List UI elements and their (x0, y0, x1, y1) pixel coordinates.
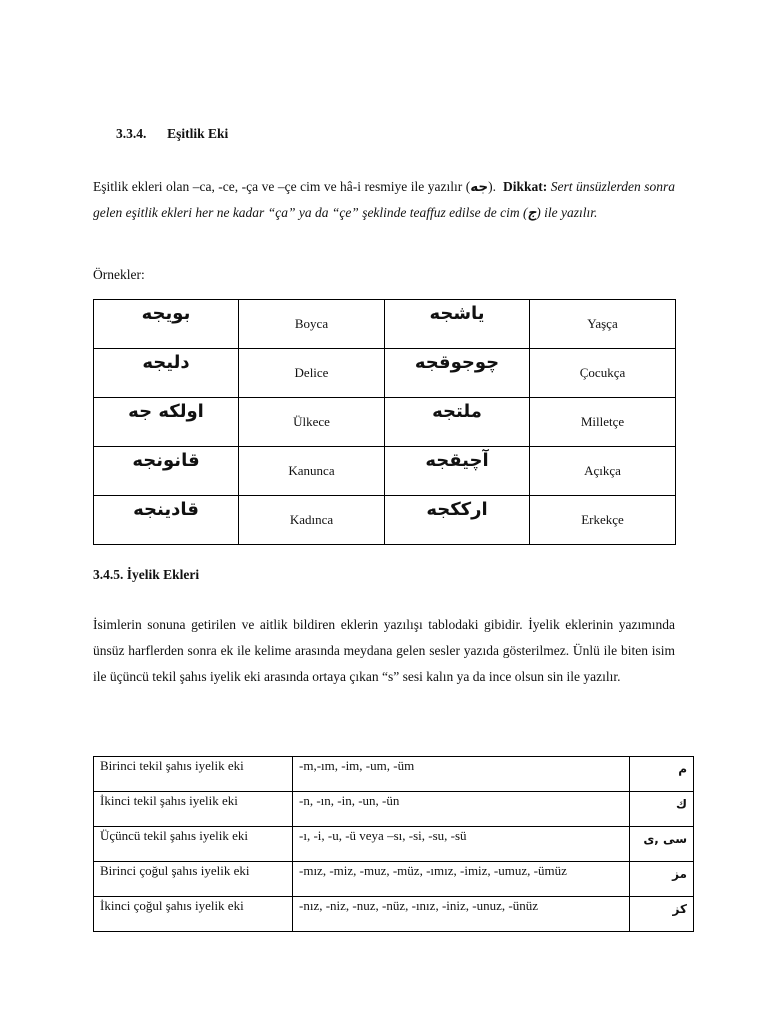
possessive-row (94, 862, 694, 897)
arabic-word-cell: قادينجه (94, 496, 239, 545)
turkish-word-cell: Delice (239, 349, 385, 398)
possessive-row (94, 897, 694, 932)
section-heading-iyelik: 3.4.5. İyelik Ekleri (93, 567, 200, 582)
arabic-word-cell: ياشجه (385, 300, 530, 349)
arabic-word-cell: بويجه (94, 300, 239, 349)
arabic-word-cell: آچيقجه (385, 447, 530, 496)
arabic-word-cell: دليجه (94, 349, 239, 398)
arabic-word-cell: اولكه جه (94, 398, 239, 447)
examples-row (94, 447, 676, 496)
possessive-row (94, 757, 694, 792)
arabic-word-cell: چوجوقجه (385, 349, 530, 398)
examples-table (93, 299, 676, 545)
note-text: ) ile yazılır. (536, 205, 598, 220)
arabic-word-cell: ارككجه (385, 496, 530, 545)
examples-row (94, 349, 676, 398)
turkish-word-cell: Boyca (239, 300, 385, 349)
possessive-label-cell: İkinci tekil şahıs iyelik eki (94, 792, 293, 827)
turkish-word-cell: Çocukça (530, 349, 676, 398)
turkish-word-cell: Yaşça (530, 300, 676, 349)
para-text: ). (488, 179, 497, 194)
possessive-label-cell: Birinci çoğul şahıs iyelik eki (94, 862, 293, 897)
suffix-cell: -mız, -miz, -muz, -müz, -ımız, -imiz, -umuz, -ümüz (293, 862, 630, 897)
arabic-suffix-cell: ك (630, 792, 694, 827)
arabic-suffix-cell: كز (630, 897, 694, 932)
possessive-label-cell: İkinci çoğul şahıs iyelik eki (94, 897, 293, 932)
arabic-suffix-cell: مز (630, 862, 694, 897)
note-label: Dikkat: (503, 179, 548, 194)
possessive-label-cell: Üçüncü tekil şahıs iyelik eki (94, 827, 293, 862)
possessive-table (93, 756, 694, 932)
examples-row (94, 496, 676, 545)
suffix-cell: -nız, -niz, -nuz, -nüz, -ınız, -iniz, -unuz, -ünüz (293, 897, 630, 932)
turkish-word-cell: Kadınca (239, 496, 385, 545)
arabic-inline: ج (527, 205, 537, 221)
arabic-suffix-cell: سى ,ى (630, 827, 694, 862)
section-title: Eşitlik Eki (167, 126, 229, 141)
turkish-word-cell: Açıkça (530, 447, 676, 496)
para-text: Eşitlik ekleri olan –ca, -ce, -ça ve –çe cim ve hâ-i resmiye ile yazılır ( (93, 179, 471, 194)
turkish-word-cell: Kanunca (239, 447, 385, 496)
examples-row (94, 398, 676, 447)
suffix-cell: -ı, -i, -u, -ü veya –sı, -si, -su, -sü (293, 827, 630, 862)
suffix-cell: -m,-ım, -im, -um, -üm (293, 757, 630, 792)
turkish-word-cell: Erkekçe (530, 496, 676, 545)
paragraph-esitlik (93, 174, 675, 226)
possessive-label-cell: Birinci tekil şahıs iyelik eki (94, 757, 293, 792)
examples-label: Örnekler: (93, 267, 145, 282)
suffix-cell: -n, -ın, -in, -un, -ün (293, 792, 630, 827)
examples-row (94, 300, 676, 349)
arabic-inline: جه (470, 179, 489, 195)
arabic-word-cell: ملتجه (385, 398, 530, 447)
section-heading-esitlik (116, 126, 228, 142)
possessive-row (94, 827, 694, 862)
paragraph-iyelik: İsimlerin sonuna getirilen ve aitlik bildiren eklerin yazılışı tablodaki gibidir. İyelik eklerinin yazımında ünsüz harflerden sonra ek ile kelime arasında meydana gelen sesler yazıda gösterilmez. Ünlü ile biten isim ile üçüncü tekil şahıs iyelik eki arasında ortaya çıkan “s” sesi kalın ya da ince olsun sin ile yazılır. (93, 617, 675, 684)
arabic-word-cell: قانونجه (94, 447, 239, 496)
note-text: Sert ünsüzlerden sonra gelen eşitlik ekleri her ne kadar “ça” ya da “çe” şeklinde teaffuz edilse de cim ( (93, 179, 676, 220)
possessive-row (94, 792, 694, 827)
arabic-suffix-cell: م (630, 757, 694, 792)
section-number: 3.3.4. (116, 126, 147, 141)
turkish-word-cell: Milletçe (530, 398, 676, 447)
turkish-word-cell: Ülkece (239, 398, 385, 447)
